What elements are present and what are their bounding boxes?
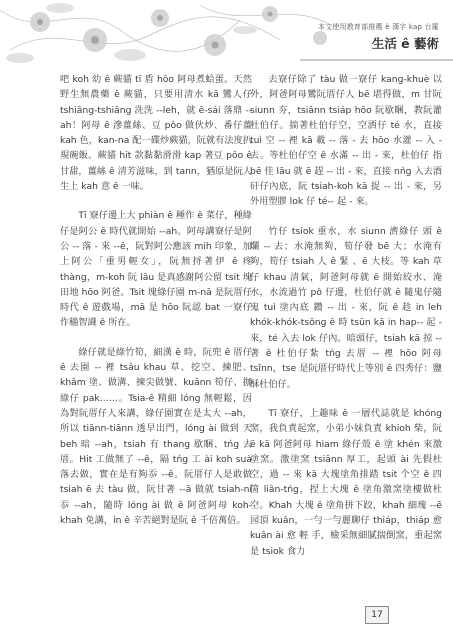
left-paragraph-1: 吧 koh 幼 ê 蕨貓 tī 盾 hōo 阿母煮蛤蛋。天然野生無農藥 ê 蕨貓，只要用清水 kā 鸞人仔 tshiâng-tshiâng 洗洗 --leh，就 ē-sái 落鼎 --ah！阿母 ê 滲薑絲、豆 pôo 做伙炒、番仔薑 kah 色，kan-na 配一碟炒蕨貓，阮就有法度扒規碗飯。蕨貓 hit 款黏黏滑滑 kap 著豆 pôo ê 甘甜，薑絲 ê 清芳滋味，到 tann，猶原是阮人生上 kah 意 ê 一味。 <box>60 74 252 193</box>
header-band <box>0 0 453 68</box>
header-note: 本文使用教育部推薦 ê 漢字 kap 台羅 <box>317 23 439 31</box>
left-paragraph-3: 綠仔就是綠竹筍，細漢 ê 時，阮兜 ê 厝仔 ê 去園 -- 裡 tsâu khau 草、挖空、揀肥、khâm 塗、做溝、揀尖做號、kuânn 筍仔、拁綠仔 pak……。Tsia-ê 精細 lóng 無輕鬆，因為對阮厝仔人來講，綠仔園實在是太大 --ah，所以 tiānn-tiānn 透早出門，lóng ài 做到 天 beh 暗 --ah，tsiah 有 thang 歇睏、tńg 去厝。Hit 工做無了 --ê，隔 tńg 工 ài koh suà 落去做，實在是有夠忝 --ê。阮厝仔人是敢做 tsiah ē 去 tàu 做，阮甘著 --ā 做就 tsiah-ni 忝 --ah，隨時 lóng ài 做 ê 阿爸阿母 koh-khah 免講，in ê 辛苦絕對是阮 ê 千倍萬倍。 <box>60 346 252 527</box>
right-paragraph-1: 去寮仔除了 tàu 做一寮仔 kang-khuè 以外，阿爸阿母鸞阮厝仔人 bē 堪得做，m 甘阮 siunn 夯，tsiânn tsiáp hōo 阮歇睏，教阮灌杜伯仔。揣著杜伯仔空，空洒仔 té 水，直接 tuì 空 -- 裡 kā 載 -- 落 - 去 hōo 水灌 -- 入 - 去。等杜伯仔空 ê 水滿 -- 出 - 來，杜伯仔 指 bē 佳 lău 就 ē 趕 -- 出 - 來，直接 nǹg 入去酒矸仔內底，阮 tsiah-koh kā 捉 -- 出 - 來，另外用塑膠 lok 仔 té-- 起 - 來。 <box>250 74 442 208</box>
left-column <box>60 72 252 542</box>
left-paragraph-2: Tī 寮仔邊上大 phiàn ê 種作 ê 菜仔，種綠仔是阿公 ê 時代就開始 --ah。阿母講寮仔是阿公 -- 落 - 來 --ê，阮對阿公應該 mih 印象，加上阿公「重男輕女」，阮無捋著伊 ê 疼 thàng，m-koh 阮 lâu 是真感謝阿公留 tsit 塊田地 hōo 阿爸。Tsit 塊綠仔園 m-nā 是阮厝仔時代 ê 遊戲場，mā 是 hōo 阮認 bat 一寮仔作穡智識 ê 所在。 <box>60 210 252 329</box>
right-paragraph-2: 竹仔 tsiok 重水，水 siunn 濟綠仔 頭 ê 爛 -- 去；水淹無夠，筍仔發 bē 大；水淹有夠，筍仔 tsiah 人 ê 緊 、ē 大枝。等 kah 草仔 khau 清氣，阿爸阿母就 ē 開始絞水、淹水，水流過竹 pô 仔邊，杜伯仔就 ê 隨鬼仔隨鬼 tuì 塗內底 鑽 -- 出 - 來，阮 ê 趁 in leh khók-khók-tsông ê 時 tsūn kā in hap-- 起 - 來，té 入去 lok 仔內。暗頭仔，tsiah kā 掠 -- 著 ê 杜伯仔紮 tńg 去厝 -- 裡 hōo 阿母 tsînn，tse 是阮厝仔時代上等別 ê 四秀仔：鹽酥杜伯仔。 <box>250 225 442 390</box>
page-number: 17 <box>365 606 389 624</box>
section-title: 生活 ê 藝術 <box>371 36 439 51</box>
right-paragraph-3: Tī 寮仔，上趣味 ê 一層代誌就是 khóng 窯，我負責起窯，小弟小妹負責 khioh 柴，阮 ē kā 阿爸阿母 hiam 綠仔殼 ê 塗 khén 來激塗窯。激塗窯 tsiânn 厚工，起頭 ài 先假杜空，過 -- 來 kā 大塊塗角排踏 tsit 个空 ê 四 箇 liân-tńg，捏上大塊 ê 塗角激窯塗樓做杜空。Khah 大塊 ê 塗角拼下跤，khah 細塊 --ē 园頂 kuân，一勻一勻麗聊仔 thiáp，thiáp 愈 kuân ài 愈 輕 手，檢采無細膩揣倒窯，重起窯是 tsiok 食力 <box>250 407 442 557</box>
right-column <box>250 72 442 573</box>
